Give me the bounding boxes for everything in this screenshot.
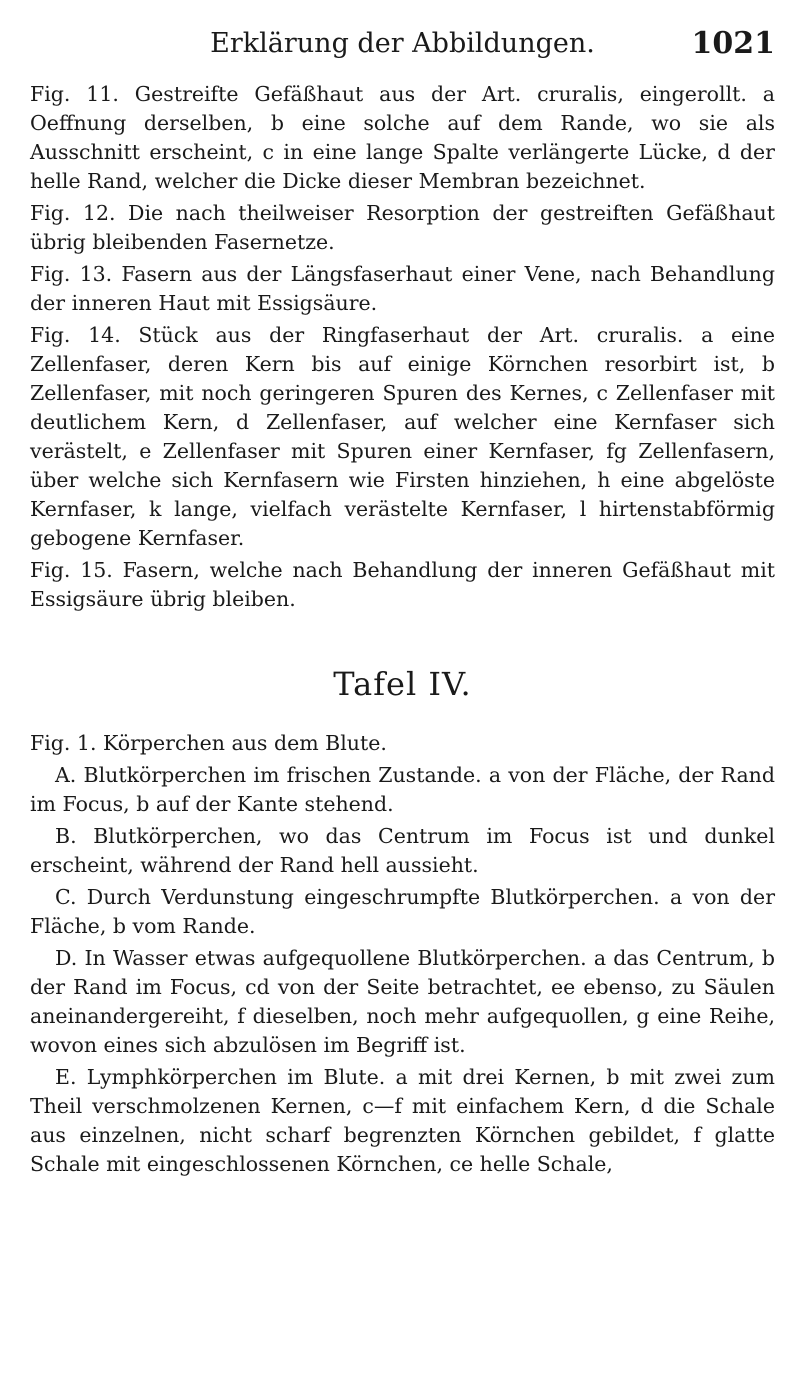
page xyxy=(30,22,775,1382)
figure-caption-15: Fig. 15. Fasern, welche nach Behandlung der inneren Gefäßhaut mit Essigsäure übrig bleiben. xyxy=(30,558,775,611)
figure-1-item-d: D. In Wasser etwas aufgequollene Blutkörperchen. a das Centrum, b der Rand im Focus, cd von der Seite betrachtet, ee ebenso, zu Säulen aneinandergereiht, f dieselben, noch mehr aufgequollen, g eine Reihe, wovon eines sich abzulösen im Begriff ist. xyxy=(30,946,775,1057)
figure-caption-12: Fig. 12. Die nach theilweiser Resorption der gestreiften Gefäßhaut übrig bleibenden Fasernetze. xyxy=(30,201,775,254)
figure-1-item-e: E. Lymphkörperchen im Blute. a mit drei Kernen, b mit zwei zum Theil verschmolzenen Kernen, c—f mit einfachem Kern, d die Schale aus einzelnen, nicht scharf begrenzten Körnchen gebildet, f glatte Schale mit eingeschlossenen Körnchen, ce helle Schale, xyxy=(30,1065,775,1176)
running-title: Erklärung der Abbildungen. xyxy=(210,28,595,59)
figure-caption-1: Fig. 1. Körperchen aus dem Blute. xyxy=(30,731,387,755)
figure-caption-14: Fig. 14. Stück aus der Ringfaserhaut der Art. cruralis. a eine Zellenfaser, deren Kern bis auf einige Körnchen resorbirt ist, b Zellenfaser, mit noch geringeren Spuren des Kernes, c Zellenfaser mit deutlichem Kern, d Zellenfaser, auf welcher eine Kernfaser sich verästelt, e Zellenfaser mit Spuren einer Kernfaser, fg Zellenfasern, über welche sich Kernfasern wie Firsten hinziehen, h eine abgelöste Kernfaser, k lange, vielfach verästelte Kernfaser, l hirtenstabförmig gebogene Kernfaser. xyxy=(30,323,775,550)
figure-caption-13: Fig. 13. Fasern aus der Längsfaserhaut einer Vene, nach Behandlung der inneren Haut mit Essigsäure. xyxy=(30,262,775,315)
plate-heading: Tafel IV. xyxy=(333,665,472,703)
figure-caption-11: Fig. 11. Gestreifte Gefäßhaut aus der Art. cruralis, eingerollt. a Oeffnung derselben, b eine solche auf dem Rande, wo sie als Ausschnitt erscheint, c in eine lange Spalte verlängerte Lücke, d der helle Rand, welcher die Dicke dieser Membran bezeichnet. xyxy=(30,82,775,193)
page-header xyxy=(30,22,775,66)
figure-1-item-a: A. Blutkörperchen im frischen Zustande. a von der Fläche, der Rand im Focus, b auf der Kante stehend. xyxy=(30,763,775,816)
page-body xyxy=(30,80,775,1179)
figure-1-item-b: B. Blutkörperchen, wo das Centrum im Focus ist und dunkel erscheint, während der Rand hell aussieht. xyxy=(30,824,775,877)
page-number: 1021 xyxy=(691,26,775,61)
figure-1-item-c: C. Durch Verdunstung eingeschrumpfte Blutkörperchen. a von der Fläche, b vom Rande. xyxy=(30,885,775,938)
